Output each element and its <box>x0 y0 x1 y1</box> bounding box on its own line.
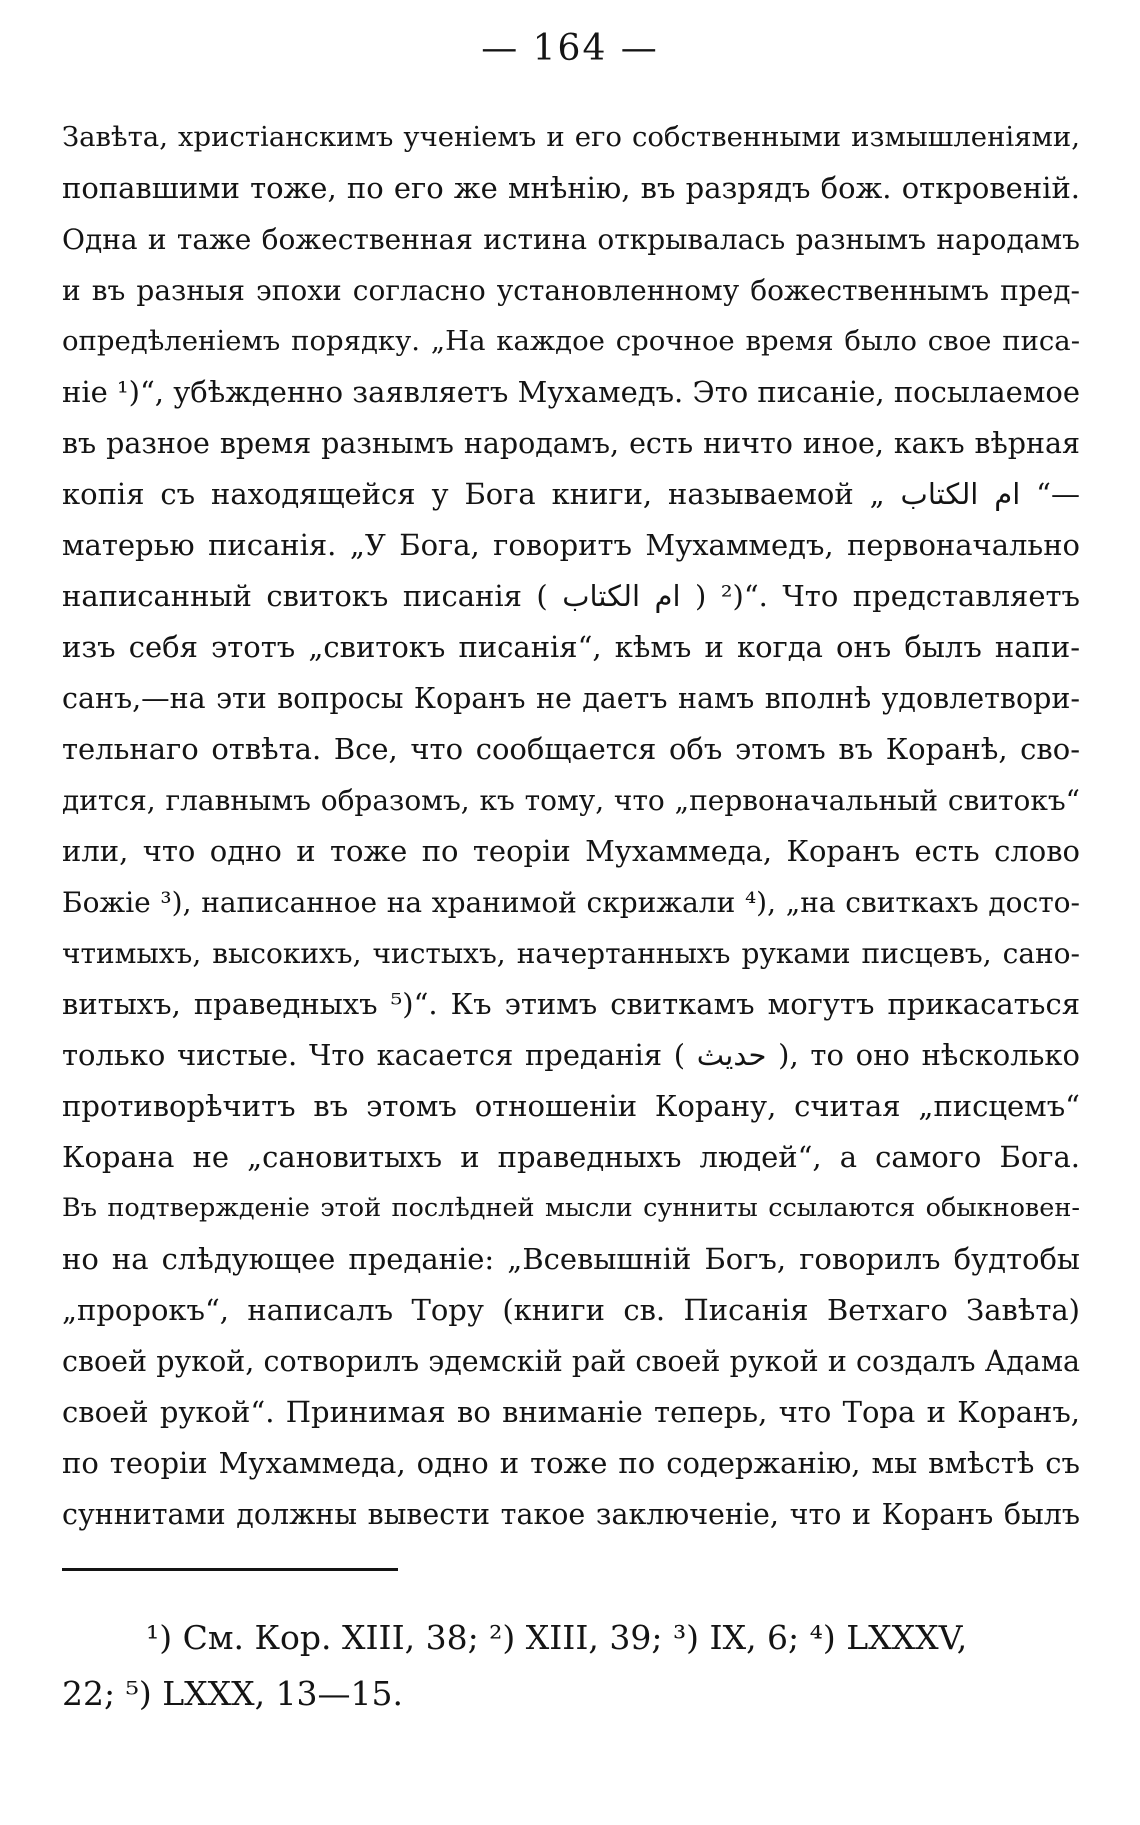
text-line: но на слѣдующее преданіе: „Всевышній Богъ, говорилъ будтобы <box>62 1242 1080 1276</box>
text-line: „пророкъ“, написалъ Тору (книги св. Писанія Ветхаго Завѣта) <box>62 1293 1080 1327</box>
text-line: Божіе ³), написанное на хранимой скрижали ⁴), „на свиткахъ досто- <box>62 886 1080 919</box>
text-line: и въ разныя эпохи согласно установленному божественнымъ пред- <box>62 274 1080 307</box>
text-line: своей рукой, сотворилъ эдемскій рай своей рукой и создалъ Адама <box>62 1345 1080 1378</box>
footnote-line: 22; ⁵) LXXX, 13—15. <box>62 1674 404 1713</box>
text-line: попавшими тоже, по его же мнѣнію, въ разрядъ бож. откровеній. <box>62 171 1080 205</box>
footnote-line: ¹) См. Кор. XIII, 38; ²) XIII, 39; ³) IX, 6; ⁴) LXXXV, <box>146 1618 968 1657</box>
text-line: своей рукой“. Принимая во вниманіе теперь, что Тора и Коранъ, <box>62 1395 1080 1429</box>
text-line: тельнаго отвѣта. Все, что сообщается объ этомъ въ Коранѣ, сво- <box>62 732 1080 766</box>
footnote-rule <box>62 1568 398 1571</box>
text-line: Въ подтвержденіе этой послѣдней мысли сунниты ссылаются обыкновен- <box>62 1193 1080 1223</box>
footnotes <box>62 1610 1080 1722</box>
text-line: только чистые. Что касается преданія ( حديث ), то оно нѣсколько <box>62 1038 1081 1072</box>
text-line: чтимыхъ, высокихъ, чистыхъ, начертанныхъ руками писцевъ, сано- <box>62 937 1080 970</box>
text-line: матерью писанія. „У Бога, говоритъ Мухаммедъ, первоначально <box>62 528 1080 562</box>
text-line: суннитами должны вывести такое заключеніе, что и Коранъ былъ <box>62 1498 1080 1531</box>
page-number: — 164 — <box>481 28 659 69</box>
text-line: дится, главнымъ образомъ, къ тому, что „первоначальный свитокъ“ <box>62 784 1080 817</box>
text-line: ніе ¹)“, убѣжденно заявляетъ Мухамедъ. Это писаніе, посылаемое <box>62 375 1080 409</box>
text-line: написанный свитокъ писанія ( ام الكتاب ) ²)“. Что представляетъ <box>62 579 1080 613</box>
text-line: Завѣта, христіанскимъ ученіемъ и его собственными измышленіями, <box>62 121 1080 153</box>
body-text <box>62 112 1080 1540</box>
text-line: Корана не „сановитыхъ и праведныхъ людей“, а самого Бога. <box>62 1140 1080 1174</box>
text-line: опредѣленіемъ порядку. „На каждое срочное время было свое писа- <box>62 325 1080 357</box>
text-line: противорѣчитъ въ этомъ отношеніи Корану, считая „писцемъ“ <box>62 1089 1080 1123</box>
text-line: копія съ находящейся у Бога книги, называемой „ ام الكتاب “— <box>62 477 1081 511</box>
text-line: въ разное время разнымъ народамъ, есть ничто иное, какъ вѣрная <box>62 427 1080 460</box>
text-line: или, что одно и тоже по теоріи Мухаммеда, Коранъ есть слово <box>62 834 1080 868</box>
text-line: Одна и таже божественная истина открывалась разнымъ народамъ <box>62 223 1080 256</box>
text-line: витыхъ, праведныхъ ⁵)“. Къ этимъ свиткамъ могутъ прикасаться <box>62 987 1080 1021</box>
text-line: санъ,—на эти вопросы Коранъ не даетъ намъ вполнѣ удовлетвори- <box>62 682 1080 715</box>
text-line: изъ себя этотъ „свитокъ писанія“, кѣмъ и когда онъ былъ напи- <box>62 630 1080 664</box>
text-line: по теоріи Мухаммеда, одно и тоже по содержанію, мы вмѣстѣ съ <box>62 1446 1080 1480</box>
